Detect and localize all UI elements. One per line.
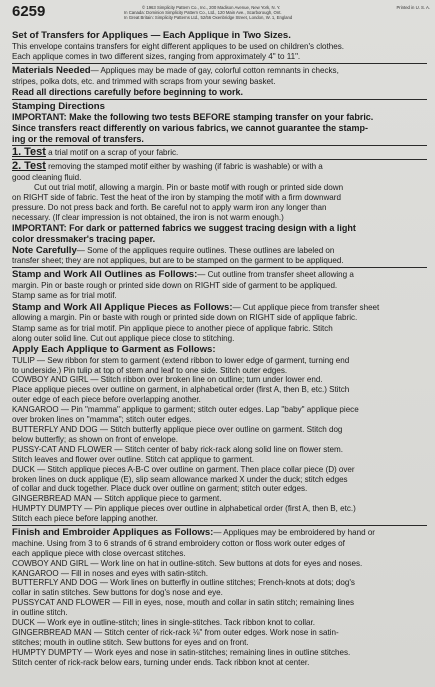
pieces-line: allowing a margin. Pin or baste with rough or printed side down on RIGHT side of applique fabric.: [12, 313, 358, 323]
finish-line: KANGAROO — Fill in noses and eyes with satin-stitch.: [12, 568, 208, 578]
finish-list: [12, 539, 427, 668]
publisher-line: In Great Britain: Simplicity Patterns Ltd., 52/56 Oxenbridge Street, London, W. 1, England: [124, 15, 293, 21]
divider: [12, 63, 427, 64]
publisher-line: © 1963 Simplicity Pattern Co., Inc., 200 Madison Avenue, New York, N. Y.: [142, 5, 281, 10]
finish-line: stitches; mouth in outline stitch. Sew buttons for eyes and on front.: [12, 637, 249, 647]
test-2-cont: good cleaning fluid.: [12, 172, 82, 182]
finish-line: BUTTERFLY AND DOG — Work lines on butterfly in outline stitches; French-knots at dots; dog's: [12, 578, 355, 588]
publisher-line: In Canada: Dominion Simplicity Pattern Co., Ltd., 120 Main Ave., Scarborough, Ont.: [124, 10, 282, 16]
stamping-heading: Stamping Directions: [12, 100, 105, 112]
finish-line: COWBOY AND GIRL — Work line on hat in outline-stitch. Sew buttons at dots for eyes and noses.: [12, 558, 363, 568]
apply-heading: Apply Each Applique to Garment as Follows:: [12, 343, 216, 355]
note-line: Note Carefully— Some of the appliques require outlines. These outlines are labeled on: [12, 244, 335, 256]
publisher-info: [124, 5, 430, 21]
divider: [12, 99, 427, 100]
pattern-number: 6259: [12, 3, 46, 20]
materials-line: stripes, polka dots, etc. and trimmed with scraps from your sewing basket.: [12, 76, 276, 86]
materials-line: Materials Needed— Appliques may be made of gay, colorful cotton remnants in checks,: [12, 65, 339, 77]
important-line: IMPORTANT: Make the following two tests BEFORE stamping transfer on your fabric.: [12, 112, 374, 123]
apply-line: over broken lines on "mamma"; stitch outer edges.: [12, 415, 192, 425]
finish-label: Finish and Embroider Appliques as Follows:: [12, 527, 214, 539]
divider: [12, 525, 427, 526]
important-dark-line: IMPORTANT: For dark or patterned fabrics we suggest tracing design with a light: [12, 223, 356, 234]
finish-line: DUCK — Work eye in outline-stitch; lines in single-stitches. Tack ribbon knot to collar.: [12, 618, 315, 628]
divider: [12, 159, 427, 160]
outlines-line: Stamp same as for trial motif.: [12, 291, 117, 301]
finish-line: HUMPTY DUMPTY — Work eyes and nose in satin-stitches; remaining lines in outline stitches.: [12, 647, 351, 657]
apply-line: DUCK — Stitch applique pieces A-B-C over outline on garment. Then place collar piece (D) over: [12, 464, 355, 474]
apply-line: Stitch each piece before lapping another.: [12, 514, 158, 524]
apply-line: COWBOY AND GIRL — Stitch ribbon over broken line on outline; turn under lower end.: [12, 375, 323, 385]
intro-line: This envelope contains transfers for eight different appliques to be used on children's clothes.: [12, 41, 344, 51]
divider: [12, 267, 427, 268]
finish-line: each applique piece with close overcast stitches.: [12, 548, 186, 558]
header: [12, 3, 430, 30]
pieces-line: Stamp same as for trial motif. Pin applique piece to another piece of applique fabric. Stitch: [12, 323, 333, 333]
printed-in: Printed in U. S. A.: [396, 5, 430, 10]
pieces-line: along outer solid line. Cut out applique piece close to stitching.: [12, 333, 235, 343]
apply-line: broken lines on duck applique (E), slip seam allowance marked X under the duck; stitch edges: [12, 474, 348, 484]
apply-line: TULIP — Sew ribbon for stem to garment (extend ribbon to lower edge of garment, turning end: [12, 355, 350, 365]
apply-line: GINGERBREAD MAN — Stitch applique piece to garment.: [12, 494, 222, 504]
cut-line: necessary. (If clear impression is not obtained, the iron is not warm enough.): [12, 213, 284, 223]
divider: [12, 145, 427, 146]
apply-line: below butterfly; as shown on front of envelope.: [12, 434, 178, 444]
note-label: Note Carefully: [12, 244, 77, 256]
note-line: transfer sheet; they are not appliques, but are to be stamped on the garment to be appliqued.: [12, 256, 344, 266]
read-all-note: Read all directions carefully before beginning to work.: [12, 87, 243, 98]
outlines-label: Stamp and Work All Outlines as Follows:: [12, 269, 198, 281]
apply-line: to underside.) Pin tulip at top of stem and leaf to one side. Stitch outer edges.: [12, 365, 288, 375]
outlines-line: Stamp and Work All Outlines as Follows:— Cut outline from transfer sheet allowing a: [12, 269, 354, 281]
intro-line: Each applique comes in two different sizes, ranging from approximately 4" to 11".: [12, 51, 301, 61]
important-line: Since transfers react differently on various fabrics, we cannot guarantee the stamp-: [12, 123, 368, 134]
important-dark-line: color dressmaker's tracing paper.: [12, 233, 156, 244]
intro-title: Set of Transfers for Appliques — Each Applique in Two Sizes.: [12, 30, 291, 41]
materials-label: Materials Needed: [12, 65, 91, 77]
important-line: ing or the removal of transfers.: [12, 133, 144, 144]
pieces-line: Stamp and Work All Applique Pieces as Follows:— Cut applique piece from transfer sheet: [12, 301, 380, 313]
apply-line: outer edge of each piece before overlapping another.: [12, 395, 201, 405]
apply-line: Stitch leaves and flower over outline. Stitch cat applique to garment.: [12, 454, 254, 464]
finish-line: Stitch center of rick-rack below ears, turning under ends. Tack ribbon knot at center.: [12, 657, 310, 667]
apply-line: BUTTERFLY AND DOG — Stitch butterfly applique piece over outline on garment. Stitch dog: [12, 424, 343, 434]
apply-line: KANGAROO — Pin "mamma" applique to garment; stitch outer edges. Lap "baby" applique piece: [12, 405, 359, 415]
finish-line: PUSSYCAT AND FLOWER — Fill in eyes, nose, mouth and collar in satin stitch; remaining lines: [12, 598, 354, 608]
finish-line: machine. Using from 3 to 6 strands of 6 strand embroidery cotton or floss work outer edges of: [12, 538, 345, 548]
apply-list: [12, 356, 427, 524]
finish-line: collar in satin stitches. Sew buttons for dog's nose and eye.: [12, 588, 223, 598]
pieces-label: Stamp and Work All Applique Pieces as Follows:: [12, 301, 233, 313]
finish-line: in outline stitch.: [12, 608, 68, 618]
outlines-line: margin. Pin or baste rough or printed side down on RIGHT side of garment to be appliqued.: [12, 281, 338, 291]
cut-line: Cut out trial motif, allowing a margin. Pin or baste motif with rough or printed side down: [34, 182, 344, 192]
test-1: 1. Test a trial motif on a scrap of your fabric.: [12, 146, 179, 159]
apply-line: Place applique pieces over outline on garment, in alphabetical order (first A, then B, etc.) Stitch: [12, 385, 350, 395]
finish-line: Finish and Embroider Appliques as Follows:— Appliques may be embroidered by hand or: [12, 527, 375, 539]
finish-line: GINGERBREAD MAN — Stitch center of rick-rack ⅛" from outer edges. Work nose in satin-: [12, 628, 339, 637]
cut-line: pressure. Do not press back and forth. Be careful not to apply warm iron any longer than: [12, 203, 327, 213]
apply-line: of collar and duck together. Place duck over outline on garment; stitch outer edges.: [12, 484, 308, 494]
test-2: 2. Test removing the stamped motif either by washing (if fabric is washable) or with a: [12, 160, 323, 173]
cut-line: on RIGHT side of fabric. Test the heat of the iron by stamping the motif with a firm downward: [12, 192, 341, 202]
apply-line: PUSSY-CAT AND FLOWER — Stitch center of baby rick-rack along solid line on flower stem.: [12, 444, 343, 454]
apply-line: HUMPTY DUMPTY — Pin applique pieces over outline in alphabetical order (first A, then B, etc.): [12, 504, 356, 514]
